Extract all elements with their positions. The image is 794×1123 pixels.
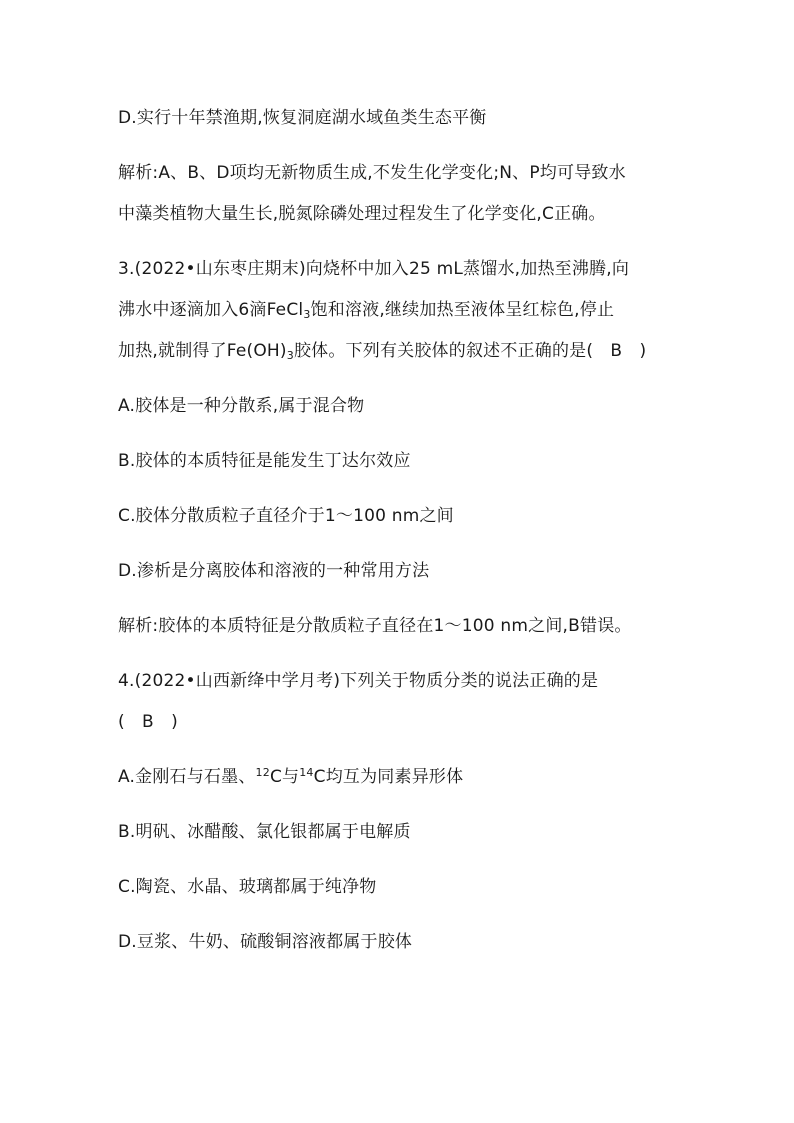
q3-stem-text-2b: 饱和溶液,继续加热至液体呈红棕色,停止 (310, 300, 615, 320)
q4-answer-text: ( B ) (118, 712, 178, 732)
q3-analysis-text: 解析:胶体的本质特征是分散质粒子直径在1～100 nm之间,B错误。 (118, 616, 632, 636)
q3-option-c-text: C.胶体分散质粒子直径介于1～100 nm之间 (118, 506, 454, 526)
q3-option-c (118, 505, 454, 527)
q4-option-a-text-2: C与 (269, 767, 300, 787)
q4-option-a (118, 766, 463, 788)
q2-option-d (118, 107, 487, 129)
q4-option-c (118, 876, 376, 898)
q4-option-a-text-1: A.金刚石与石墨、 (118, 767, 256, 787)
q3-option-b (118, 450, 411, 472)
q3-option-b-text: B.胶体的本质特征是能发生丁达尔效应 (118, 451, 411, 471)
q3-stem-line-2 (118, 299, 614, 321)
q2-option-d-text: D.实行十年禁渔期,恢复洞庭湖水域鱼类生态平衡 (118, 108, 487, 128)
q3-option-a (118, 395, 364, 417)
q3-stem-line-1 (118, 258, 629, 280)
q3-option-d-text: D.渗析是分离胶体和溶液的一种常用方法 (118, 561, 430, 581)
q2-analysis-line-2 (118, 203, 606, 225)
q3-stem-text-1: 3.(2022•山东枣庄期末)向烧杯中加入25 mL蒸馏水,加热至沸腾,向 (118, 259, 630, 279)
q4-option-b-text: B.明矾、冰醋酸、氯化银都属于电解质 (118, 822, 411, 842)
fecl3-subscript: 3 (303, 308, 311, 321)
q4-option-a-text-3: C均互为同素异形体 (313, 767, 464, 787)
q3-stem-text-2a: 沸水中逐滴加入6滴FeCl (118, 300, 304, 320)
c12-superscript: 12 (255, 766, 270, 779)
q2-analysis-line-1 (118, 162, 626, 184)
q4-option-b (118, 821, 411, 843)
q4-option-c-text: C.陶瓷、水晶、玻璃都属于纯净物 (118, 877, 377, 897)
q3-option-a-text: A.胶体是一种分散系,属于混合物 (118, 396, 365, 416)
q3-stem-line-3 (118, 340, 646, 362)
q3-option-d (118, 560, 429, 582)
q3-stem-text-3a: 加热,就制得了Fe(OH) (118, 341, 287, 361)
q4-stem-text-1: 4.(2022•山西新绛中学月考)下列关于物质分类的说法正确的是 (118, 671, 599, 691)
c14-superscript: 14 (299, 766, 314, 779)
feoh3-subscript: 3 (286, 349, 294, 362)
q2-analysis-text-2: 中藻类植物大量生长,脱氮除磷处理过程发生了化学变化,C正确。 (118, 204, 606, 224)
q4-option-d-text: D.豆浆、牛奶、硫酸铜溶液都属于胶体 (118, 932, 413, 952)
q4-stem-line-1 (118, 670, 598, 692)
q3-analysis (118, 615, 632, 637)
q3-stem-text-3b: 胶体。下列有关胶体的叙述不正确的是( B ) (293, 341, 647, 361)
q4-option-d (118, 931, 412, 953)
q2-analysis-text-1: 解析:A、B、D项均无新物质生成,不发生化学变化;N、P均可导致水 (118, 163, 626, 183)
q4-answer-line (118, 711, 178, 733)
